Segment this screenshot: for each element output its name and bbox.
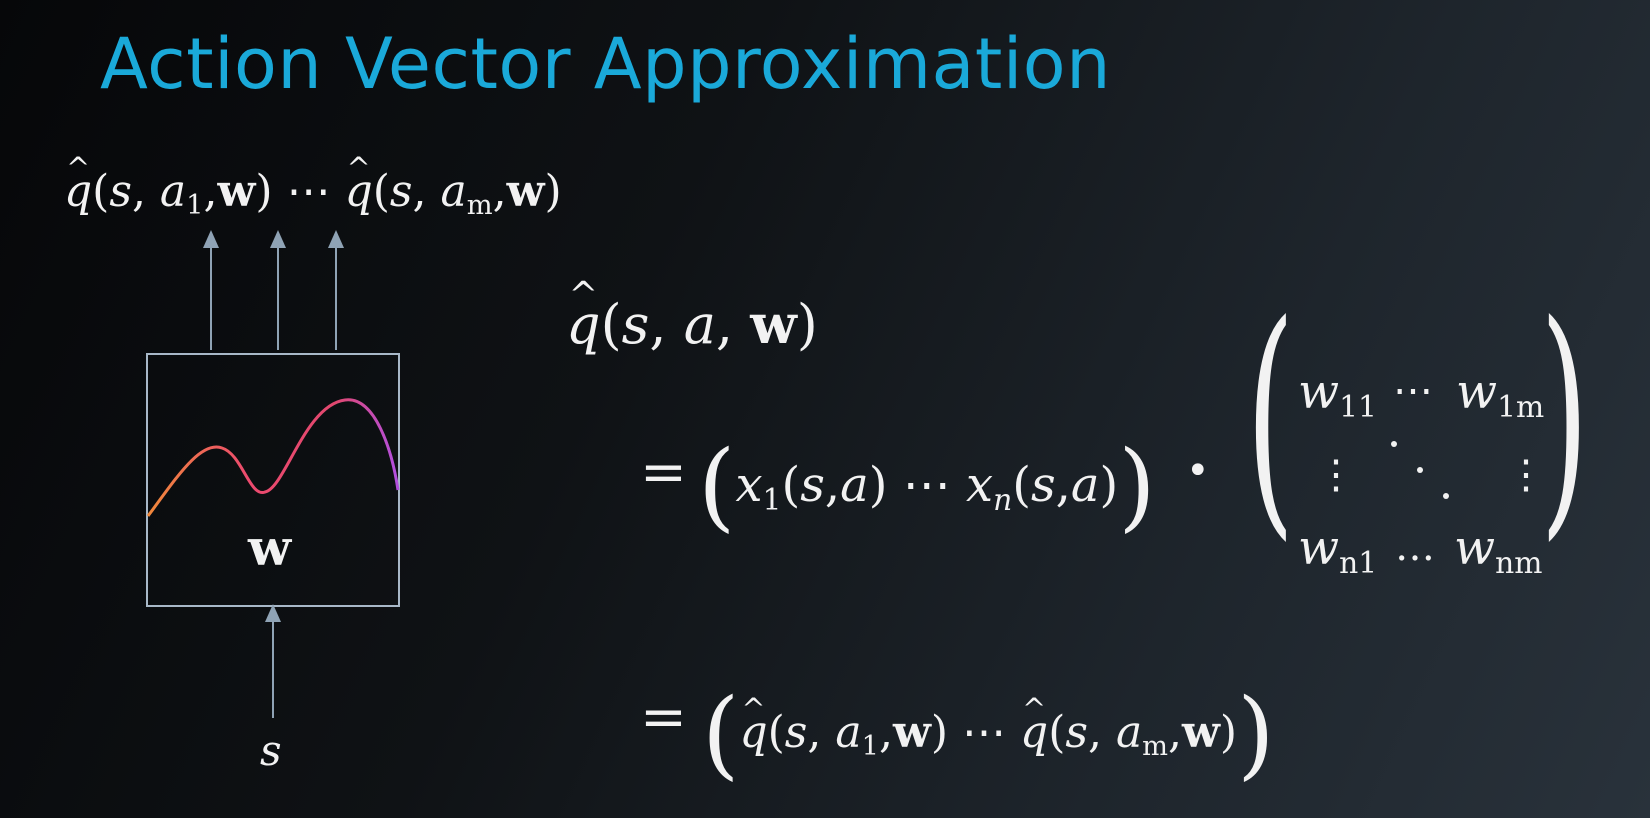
function-curve [148, 400, 398, 516]
result-vector: (^ q(s, $a_1,w$) ⋯ ^ q(s, $a_m,w$)) [702, 678, 1275, 790]
dot-operator: • [1186, 448, 1210, 494]
network-outputs-label: ^ q(s, $a_1,w$) ⋯ ^ q(s, $a_m,w$) [64, 166, 562, 221]
slide-title: Action Vector Approximation [100, 23, 1111, 105]
matrix-w1m: $w_{1m}$ [1456, 364, 1545, 425]
equals-1: = [640, 440, 687, 505]
matrix-rown-dots: … [1395, 524, 1435, 570]
matrix-colm-vdots: ⋮ [1506, 452, 1546, 498]
matrix-row1-dots: ⋯ [1393, 368, 1433, 414]
matrix-right-paren: ) [1540, 271, 1589, 562]
equation-lhs: ^ q(s, a, w) [566, 292, 818, 356]
matrix-col1-vdots: ⋮ [1316, 452, 1356, 498]
equals-2: = [640, 685, 687, 750]
matrix-wn1: $w_{n1}$ [1298, 520, 1378, 581]
input-state-label: s [260, 726, 282, 775]
matrix-w11: $w_{11}$ [1298, 364, 1377, 425]
box-weight-label: w [248, 518, 292, 577]
matrix-ddots [1388, 432, 1458, 522]
matrix-wnm: $w_{nm}$ [1454, 520, 1543, 581]
matrix-left-paren: ( [1246, 271, 1295, 562]
row-vector: ($x_1(s,a)$ ⋯ $x_n(s,a)$) [698, 430, 1156, 542]
